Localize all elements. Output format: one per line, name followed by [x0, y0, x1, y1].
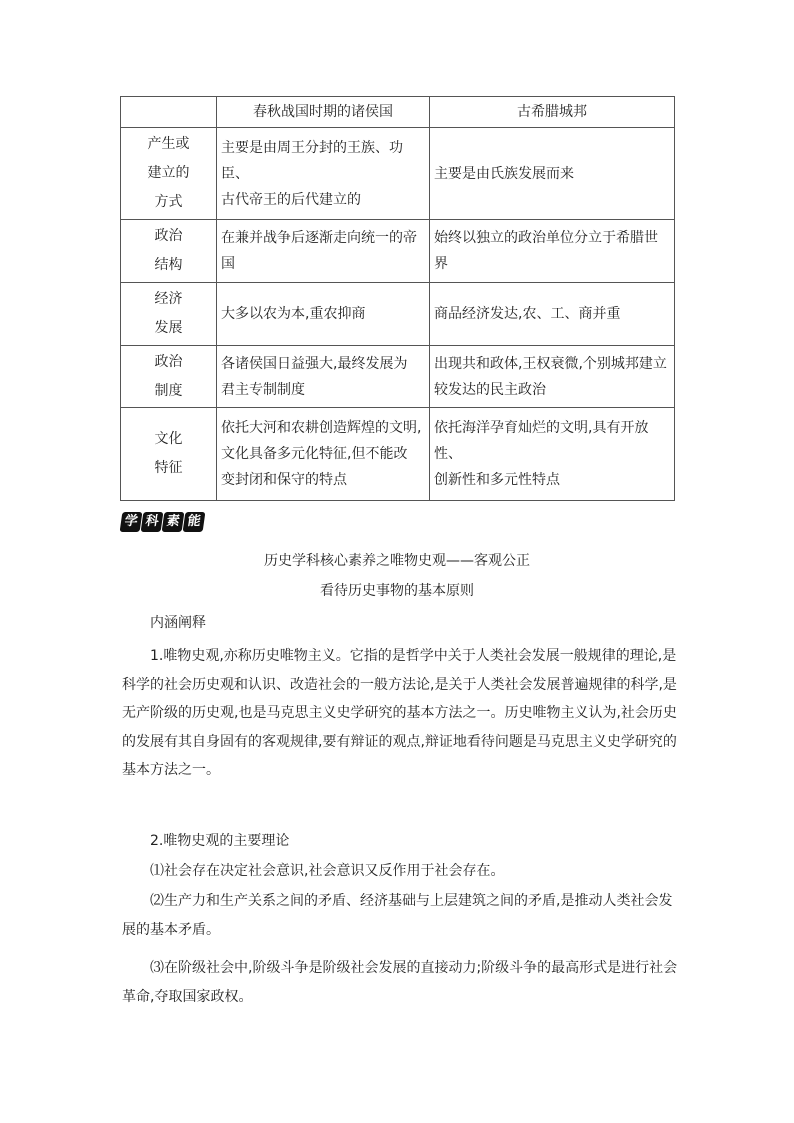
- row-label: 产生或 建立的 方式: [121, 128, 217, 220]
- table-row: [121, 283, 675, 346]
- row-label: 经济 发展: [121, 283, 217, 346]
- subject-competency-badge: [121, 512, 204, 534]
- section-title-line2: 看待历史事物的基本原则: [320, 583, 474, 599]
- paragraph-1: 1.唯物史观,亦称历史唯物主义。它指的是哲学中关于人类社会发展一般规律的理论,是科学的社会历史观和认识、改造社会的一般方法论,是关于人类社会发展普遍规律的科学,是无产阶级的历史观,也是马克思主义史学研究的基本方法之一。历史唯物主义认为,社会历史的发展有其自身固有的客观规律,要有辩证的观点,辩证地看待问题是马克思主义史学研究的基本方法之一。: [122, 648, 677, 778]
- badge-char: 学: [120, 512, 143, 532]
- cell-zhou: 各诸侯国日益强大,最终发展为 君主专制制度: [217, 346, 430, 408]
- cell-greece: 始终以独立的政治单位分立于希腊世界: [430, 220, 675, 283]
- badge-char: 能: [183, 512, 206, 532]
- theory-item-3: ⑶在阶级社会中,阶级斗争是阶级社会发展的直接动力;阶级斗争的最高形式是进行社会革命,夺取国家政权。: [122, 960, 678, 1005]
- cell-greece: 出现共和政体,王权衰微,个别城邦建立 较发达的民主政治: [430, 346, 675, 408]
- table-row: [121, 128, 675, 220]
- row-label: 文化 特征: [121, 408, 217, 501]
- comparison-table: [120, 96, 675, 501]
- header-cell-zhou: 春秋战国时期的诸侯国: [217, 97, 430, 128]
- cell-zhou: 大多以农为本,重农抑商: [217, 283, 430, 346]
- table-row: [121, 220, 675, 283]
- table-header-row: [121, 97, 675, 128]
- header-cell-empty: [121, 97, 217, 128]
- cell-greece: 依托海洋孕育灿烂的文明,具有开放性、 创新性和多元性特点: [430, 408, 675, 501]
- row-label: 政治 制度: [121, 346, 217, 408]
- table-row: [121, 408, 675, 501]
- theory-item-1: ⑴社会存在决定社会意识,社会意识又反作用于社会存在。: [150, 863, 505, 879]
- cell-greece: 主要是由氏族发展而来: [430, 128, 675, 220]
- heading-main-theories: 2.唯物史观的主要理论: [150, 833, 290, 849]
- cell-zhou: 依托大河和农耕创造辉煌的文明, 文化具备多元化特征,但不能改 变封闭和保守的特点: [217, 408, 430, 501]
- theory-item-2: ⑵生产力和生产关系之间的矛盾、经济基础与上层建筑之间的矛盾,是推动人类社会发展的基本矛盾。: [122, 893, 673, 938]
- badge-char: 素: [162, 512, 185, 532]
- cell-zhou: 主要是由周王分封的王族、功臣、 古代帝王的后代建立的: [217, 128, 430, 220]
- cell-zhou: 在兼并战争后逐渐走向统一的帝 国: [217, 220, 430, 283]
- badge-char: 科: [141, 512, 164, 532]
- row-label: 政治 结构: [121, 220, 217, 283]
- cell-greece: 商品经济发达,农、工、商并重: [430, 283, 675, 346]
- table-row: [121, 346, 675, 408]
- section-title-line1: 历史学科核心素养之唯物史观——客观公正: [264, 553, 530, 569]
- header-cell-greece: 古希腊城邦: [430, 97, 675, 128]
- subheading-connotation: 内涵阐释: [150, 615, 206, 631]
